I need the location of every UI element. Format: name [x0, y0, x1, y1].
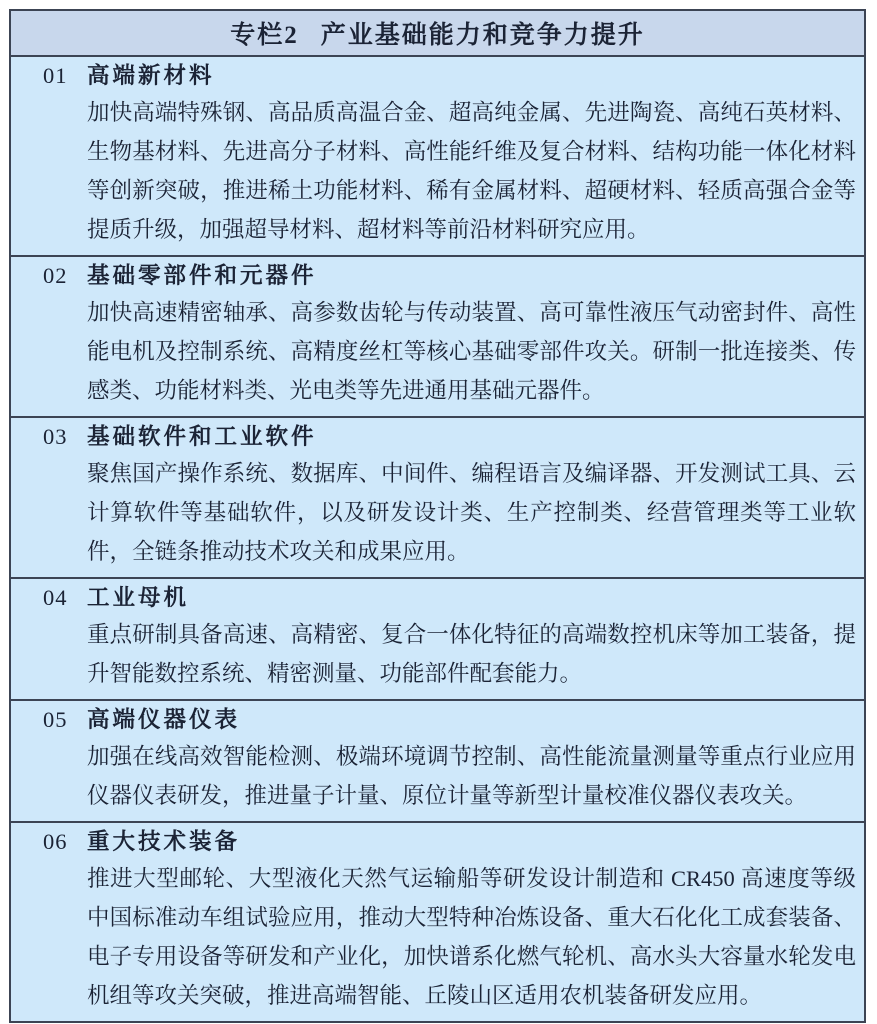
section-body: 加快高速精密轴承、高参数齿轮与传动装置、高可靠性液压气动密封件、高性能电机及控制系统、高精度丝杠等核心基础零部件攻关。研制一批连接类、传感类、功能材料类、光电类等先进通用基础元器件。 [87, 300, 856, 403]
section-number: 01 [43, 63, 68, 88]
section-body: 推进大型邮轮、大型液化天然气运输船等研发设计制造和 CR450 高速度等级中国标准动车组试验应用，推动大型特种冶炼设备、重大石化化工成套装备、电子专用设备等研发和产业化，加快谱系化燃气轮机、高水头大容量水轮发电机组等攻关突破，推进高端智能、丘陵山区适用农机装备研发应用。 [87, 866, 856, 1008]
section-head [43, 59, 856, 93]
section-title: 重大技术装备 [87, 829, 241, 854]
section-row [11, 418, 864, 579]
section-body: 重点研制具备高速、高精密、复合一体化特征的高端数控机床等加工装备，提升智能数控系统、精密测量、功能部件配套能力。 [87, 622, 856, 686]
section-number: 02 [43, 263, 68, 288]
section-row [11, 57, 864, 257]
section-row [11, 823, 864, 1021]
section-number: 03 [43, 424, 68, 449]
section-row [11, 701, 864, 823]
section-head [43, 703, 856, 737]
section-row [11, 579, 864, 701]
section-number: 06 [43, 829, 68, 854]
section-head [43, 259, 856, 293]
section-body: 加快高端特殊钢、高品质高温合金、超高纯金属、先进陶瓷、高纯石英材料、生物基材料、先进高分子材料、高性能纤维及复合材料、结构功能一体化材料等创新突破，推进稀土功能材料、稀有金属材料、超硬材料、轻质高强合金等提质升级，加强超导材料、超材料等前沿材料研究应用。 [87, 100, 856, 242]
section-head [43, 420, 856, 454]
section-row [11, 257, 864, 418]
section-head [43, 825, 856, 859]
section-title: 基础软件和工业软件 [87, 424, 317, 449]
section-body: 加强在线高效智能检测、极端环境调节控制、高性能流量测量等重点行业应用仪器仪表研发，推进量子计量、原位计量等新型计量校准仪器仪表攻关。 [87, 744, 856, 808]
section-title: 基础零部件和元器件 [87, 263, 317, 288]
feature-box [9, 9, 866, 1023]
section-number: 05 [43, 707, 68, 732]
section-title: 工业母机 [87, 585, 190, 610]
section-title: 高端新材料 [87, 63, 215, 88]
section-head [43, 581, 856, 615]
feature-box-label: 专栏2 [230, 22, 299, 49]
feature-box-header [11, 11, 864, 57]
feature-box-title: 产业基础能力和竞争力提升 [320, 22, 645, 49]
section-body: 聚焦国产操作系统、数据库、中间件、编程语言及编译器、开发测试工具、云计算软件等基础软件，以及研发设计类、生产控制类、经营管理类等工业软件，全链条推动技术攻关和成果应用。 [87, 461, 856, 564]
section-title: 高端仪器仪表 [87, 707, 241, 732]
section-number: 04 [43, 585, 68, 610]
